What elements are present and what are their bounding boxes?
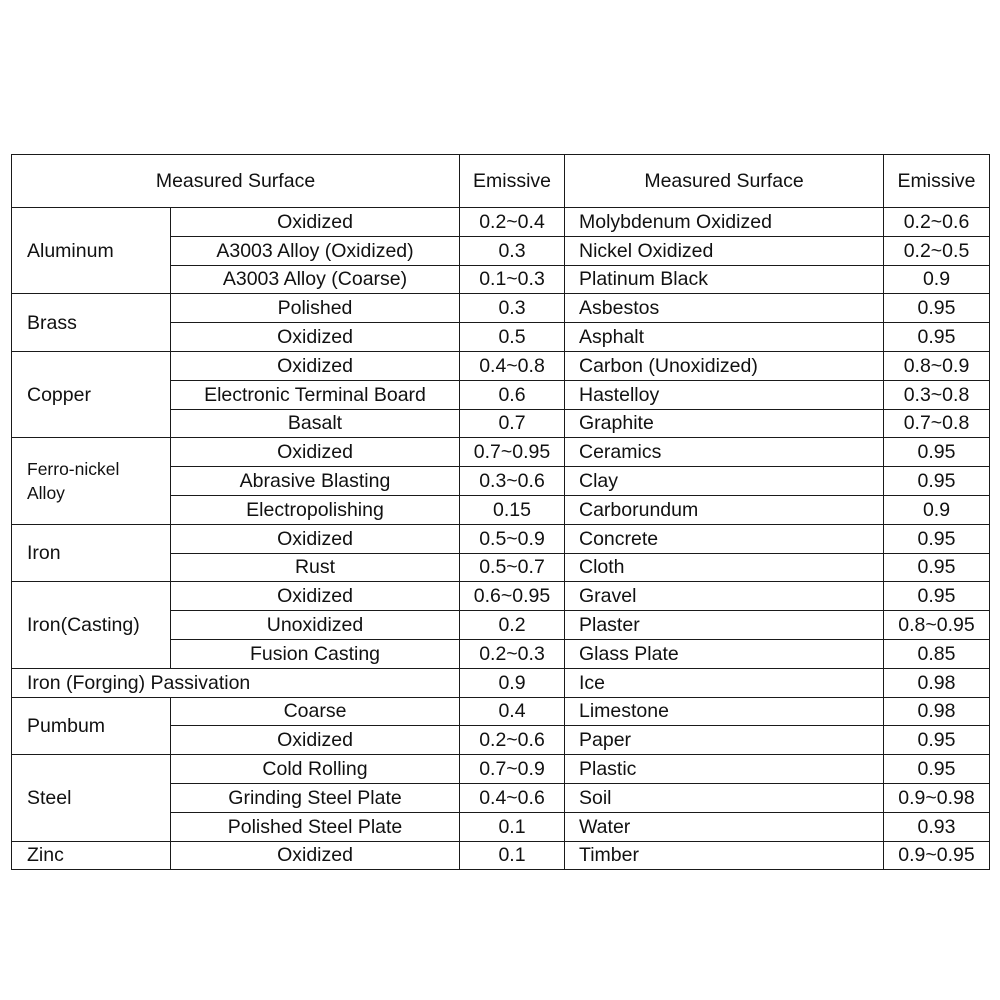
header-measured-surface-right: Measured Surface — [565, 155, 884, 208]
table-row — [12, 294, 990, 323]
surface-cell: Cold Rolling — [171, 755, 460, 784]
right-surface-cell: Platinum Black — [565, 265, 884, 294]
right-emissive-cell: 0.2~0.6 — [884, 208, 990, 237]
emissive-cell: 0.4~0.8 — [460, 351, 565, 380]
right-emissive-cell: 0.8~0.9 — [884, 351, 990, 380]
emissive-cell: 0.2~0.3 — [460, 639, 565, 668]
surface-cell: Rust — [171, 553, 460, 582]
emissive-cell: 0.6 — [460, 380, 565, 409]
right-emissive-cell: 0.98 — [884, 697, 990, 726]
emissive-cell: 0.1 — [460, 841, 565, 870]
right-surface-cell: Carbon (Unoxidized) — [565, 351, 884, 380]
right-surface-cell: Ice — [565, 668, 884, 697]
emissive-cell: 0.3~0.6 — [460, 467, 565, 496]
right-surface-cell: Asbestos — [565, 294, 884, 323]
right-surface-cell: Paper — [565, 726, 884, 755]
emissive-cell: 0.7~0.9 — [460, 755, 565, 784]
category-name-line: Alloy — [27, 483, 65, 504]
right-surface-cell: Concrete — [565, 524, 884, 553]
header-emissive-right: Emissive — [884, 155, 990, 208]
right-surface-cell: Limestone — [565, 697, 884, 726]
surface-cell: Polished Steel Plate — [171, 812, 460, 841]
right-emissive-cell: 0.95 — [884, 294, 990, 323]
surface-cell: Abrasive Blasting — [171, 467, 460, 496]
right-emissive-cell: 0.3~0.8 — [884, 380, 990, 409]
surface-cell: Basalt — [171, 409, 460, 438]
emissive-cell: 0.7~0.95 — [460, 438, 565, 467]
category-iron-casting: Iron(Casting) — [12, 582, 171, 668]
right-surface-cell: Soil — [565, 783, 884, 812]
surface-cell: Oxidized — [171, 351, 460, 380]
right-emissive-cell: 0.95 — [884, 726, 990, 755]
emissive-cell: 0.7 — [460, 409, 565, 438]
right-surface-cell: Plaster — [565, 611, 884, 640]
table-row — [12, 351, 990, 380]
right-emissive-cell: 0.7~0.8 — [884, 409, 990, 438]
surface-cell: Oxidized — [171, 582, 460, 611]
category-pumbum: Pumbum — [12, 697, 171, 755]
right-emissive-cell: 0.95 — [884, 467, 990, 496]
table-row — [12, 697, 990, 726]
surface-cell: Oxidized — [171, 438, 460, 467]
table-row — [12, 438, 990, 467]
right-surface-cell: Graphite — [565, 409, 884, 438]
emissivity-table — [11, 154, 990, 870]
emissive-cell: 0.5~0.9 — [460, 524, 565, 553]
right-surface-cell: Plastic — [565, 755, 884, 784]
right-surface-cell: Ceramics — [565, 438, 884, 467]
surface-cell: Polished — [171, 294, 460, 323]
emissive-cell: 0.6~0.95 — [460, 582, 565, 611]
emissive-cell: 0.2 — [460, 611, 565, 640]
table-row — [12, 755, 990, 784]
surface-cell: Oxidized — [171, 841, 460, 870]
right-emissive-cell: 0.9 — [884, 265, 990, 294]
surface-cell: A3003 Alloy (Coarse) — [171, 265, 460, 294]
emissive-cell: 0.2~0.6 — [460, 726, 565, 755]
surface-cell: Electronic Terminal Board — [171, 380, 460, 409]
table-row — [12, 582, 990, 611]
emissive-cell: 0.1~0.3 — [460, 265, 565, 294]
right-surface-cell: Molybdenum Oxidized — [565, 208, 884, 237]
table-row — [12, 841, 990, 870]
right-emissive-cell: 0.9 — [884, 495, 990, 524]
header-measured-surface-left: Measured Surface — [12, 155, 460, 208]
header-row — [12, 155, 990, 208]
right-surface-cell: Glass Plate — [565, 639, 884, 668]
right-emissive-cell: 0.98 — [884, 668, 990, 697]
right-emissive-cell: 0.9~0.95 — [884, 841, 990, 870]
surface-cell: Oxidized — [171, 323, 460, 352]
right-surface-cell: Nickel Oxidized — [565, 236, 884, 265]
right-emissive-cell: 0.85 — [884, 639, 990, 668]
right-emissive-cell: 0.95 — [884, 438, 990, 467]
category-iron-forging-passivation: Iron (Forging) Passivation — [12, 668, 460, 697]
right-surface-cell: Carborundum — [565, 495, 884, 524]
emissive-cell: 0.2~0.4 — [460, 208, 565, 237]
emissive-cell: 0.1 — [460, 812, 565, 841]
right-emissive-cell: 0.95 — [884, 582, 990, 611]
surface-cell: Unoxidized — [171, 611, 460, 640]
category-copper: Copper — [12, 351, 171, 437]
category-brass: Brass — [12, 294, 171, 352]
right-surface-cell: Water — [565, 812, 884, 841]
emissive-cell: 0.15 — [460, 495, 565, 524]
right-emissive-cell: 0.95 — [884, 755, 990, 784]
right-surface-cell: Clay — [565, 467, 884, 496]
emissive-cell: 0.5~0.7 — [460, 553, 565, 582]
right-surface-cell: Gravel — [565, 582, 884, 611]
right-surface-cell: Cloth — [565, 553, 884, 582]
table-row — [12, 668, 990, 697]
right-emissive-cell: 0.95 — [884, 553, 990, 582]
right-surface-cell: Hastelloy — [565, 380, 884, 409]
category-ferro-nickel-alloy — [12, 438, 171, 524]
table-row — [12, 208, 990, 237]
category-iron: Iron — [12, 524, 171, 582]
surface-cell: Oxidized — [171, 726, 460, 755]
emissive-cell: 0.5 — [460, 323, 565, 352]
emissive-cell: 0.4~0.6 — [460, 783, 565, 812]
right-emissive-cell: 0.8~0.95 — [884, 611, 990, 640]
right-emissive-cell: 0.9~0.98 — [884, 783, 990, 812]
surface-cell: Oxidized — [171, 524, 460, 553]
category-aluminum: Aluminum — [12, 208, 171, 294]
surface-cell: Electropolishing — [171, 495, 460, 524]
category-steel: Steel — [12, 755, 171, 841]
right-surface-cell: Asphalt — [565, 323, 884, 352]
right-surface-cell: Timber — [565, 841, 884, 870]
right-emissive-cell: 0.95 — [884, 323, 990, 352]
surface-cell: Coarse — [171, 697, 460, 726]
category-name-line: Ferro-nickel — [27, 459, 120, 480]
surface-cell: Grinding Steel Plate — [171, 783, 460, 812]
header-emissive-left: Emissive — [460, 155, 565, 208]
emissive-cell: 0.3 — [460, 236, 565, 265]
category-zinc: Zinc — [12, 841, 171, 870]
surface-cell: A3003 Alloy (Oxidized) — [171, 236, 460, 265]
surface-cell: Oxidized — [171, 208, 460, 237]
emissive-cell: 0.9 — [460, 668, 565, 697]
emissive-cell: 0.4 — [460, 697, 565, 726]
surface-cell: Fusion Casting — [171, 639, 460, 668]
right-emissive-cell: 0.95 — [884, 524, 990, 553]
right-emissive-cell: 0.93 — [884, 812, 990, 841]
emissive-cell: 0.3 — [460, 294, 565, 323]
table-row — [12, 524, 990, 553]
right-emissive-cell: 0.2~0.5 — [884, 236, 990, 265]
